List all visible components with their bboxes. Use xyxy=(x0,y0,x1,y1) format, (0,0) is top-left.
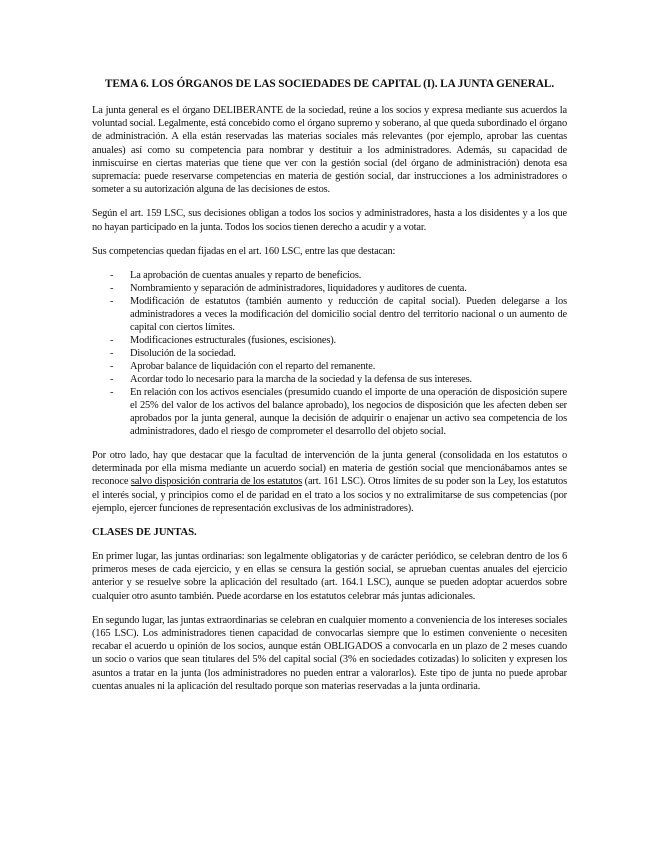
document-title: TEMA 6. LOS ÓRGANOS DE LAS SOCIEDADES DE CAPITAL (I). LA JUNTA GENERAL. xyxy=(104,78,555,90)
paragraph-junta-general: La junta general es el órgano DELIBERANTE de la sociedad, reúne a los socios y expresa mediante sus acuerdos la voluntad social. Legalmente, está concebido como el órgano supremo y soberano, al que queda subordinado el órgano de administración. A ella están reservadas las materias sociales más relevantes (por ejemplo, aprobar las cuentas anuales) así como su competencia para nombrar y destituir a los administradores. Además, su capacidad de inmiscuirse en ciertas materias que tiene que ver con la gestión social (del órgano de administración) denota esa supremacía: puede reservarse competencias en materia de gestión social, dar instrucciones a los administradores o someter a su autorización alguna de las decisiones de estos. xyxy=(92,105,567,196)
bullet-dash: - xyxy=(110,361,114,373)
list-item: - Modificaciones estructurales (fusiones, escisiones). xyxy=(110,335,337,347)
list-item: - Nombramiento y separación de administradores, liquidadores y auditores de cuenta. xyxy=(110,283,467,295)
list-item: - La aprobación de cuentas anuales y reparto de beneficios. xyxy=(110,270,362,282)
list-item: - En relación con los activos esenciales (presumido cuando el importe de una operación de disposición supere el 25% del valor de los activos del balance aprobado), los negocios de disposición que les afecten deben ser aprobados por la junta general, aunque la decisión de adquirir o enajenar un activo sea competencia de los administradores, dado el riesgo de comprometer el desarrollo del objeto social. xyxy=(110,387,567,438)
bullet-dash: - xyxy=(110,387,114,399)
list-item: - Aprobar balance de liquidación con el reparto del remanente. xyxy=(110,361,376,373)
paragraph-intervencion-junta: Por otro lado, hay que destacar que la facultad de intervención de la junta general (consolidada en los estatutos o determinada por ella misma mediante un acuerdo social) en materia de gestión social que mencionábamos antes se reconoce salvo disposición contraria de los estatutos (art. 161 LSC). Otros límites de su poder son la Ley, los estatutos el interés social, y principios como el de paridad en el trato a los socios y no extralimitarse de sus competencias (por ejemplo, ejercer funciones de representación exclusivas de los administradores). xyxy=(92,450,567,514)
list-item: - Modificación de estatutos (también aumento y reducción de capital social). Pueden delegarse a los administradores a veces la modificación del domicilio social dentro del territorio nacional o un aumento de capital con ciertos límites. xyxy=(110,296,567,334)
bullet-dash: - xyxy=(110,296,114,308)
paragraph-juntas-extraordinarias: En segundo lugar, las juntas extraordinarias se celebran en cualquier momento a conveniencia de los intereses sociales (165 LSC). Los administradores tienen capacidad de convocarlas siempre que lo estimen conveniente o necesiten recabar el acuerdo u opinión de los socios, aunque están OBLIGADOS a convocarla en un plazo de 2 meses cuando un socio o varios que sean titulares del 5% del capital social (3% en sociedades cotizadas) lo soliciten y expresen los asuntos a tratar en la junta (los administradores no pueden entrar a valorarlos). Este tipo de junta no puede aprobar cuentas anuales ni la aplicación del resultado porque son materias reservadas a la junta ordinaria. xyxy=(92,614,567,692)
bullet-dash: - xyxy=(110,374,114,386)
section-heading-clases-juntas: CLASES DE JUNTAS. xyxy=(92,526,197,539)
paragraph-art-159: Según el art. 159 LSC, sus decisiones obligan a todos los socios y administradores, hasta a los disidentes y a los que no hayan participado en la junta. Todos los socios tienen derecho a acudir y a votar. xyxy=(92,208,567,233)
paragraph-competencias-intro: Sus competencias quedan fijadas en el art. 160 LSC, entre las que destacan: xyxy=(92,245,396,257)
bullet-dash: - xyxy=(110,270,114,282)
paragraph-juntas-ordinarias: En primer lugar, las juntas ordinarias: son legalmente obligatorias y de carácter periódico, se celebran dentro de los 6 primeros meses de cada ejercicio, y en ellas se censura la gestión social, se aprueban cuentas anuales del ejercicio anterior y se resuelve sobre la aplicación del resultado (art. 164.1 LSC), aunque se pueden adoptar acuerdos sobre cualquier otro asunto también. Puede acordarse en los estatutos celebrar más juntas adicionales. xyxy=(92,551,567,602)
bullet-dash: - xyxy=(110,348,114,360)
bullet-dash: - xyxy=(110,283,114,295)
list-item: - Acordar todo lo necesario para la marcha de la sociedad y la defensa de sus intereses. xyxy=(110,374,472,386)
underlined-phrase: salvo disposición contraria de los estatutos xyxy=(130,476,303,488)
competencias-list xyxy=(92,269,567,438)
list-item: - Disolución de la sociedad. xyxy=(110,348,236,360)
bullet-dash: - xyxy=(110,335,114,347)
